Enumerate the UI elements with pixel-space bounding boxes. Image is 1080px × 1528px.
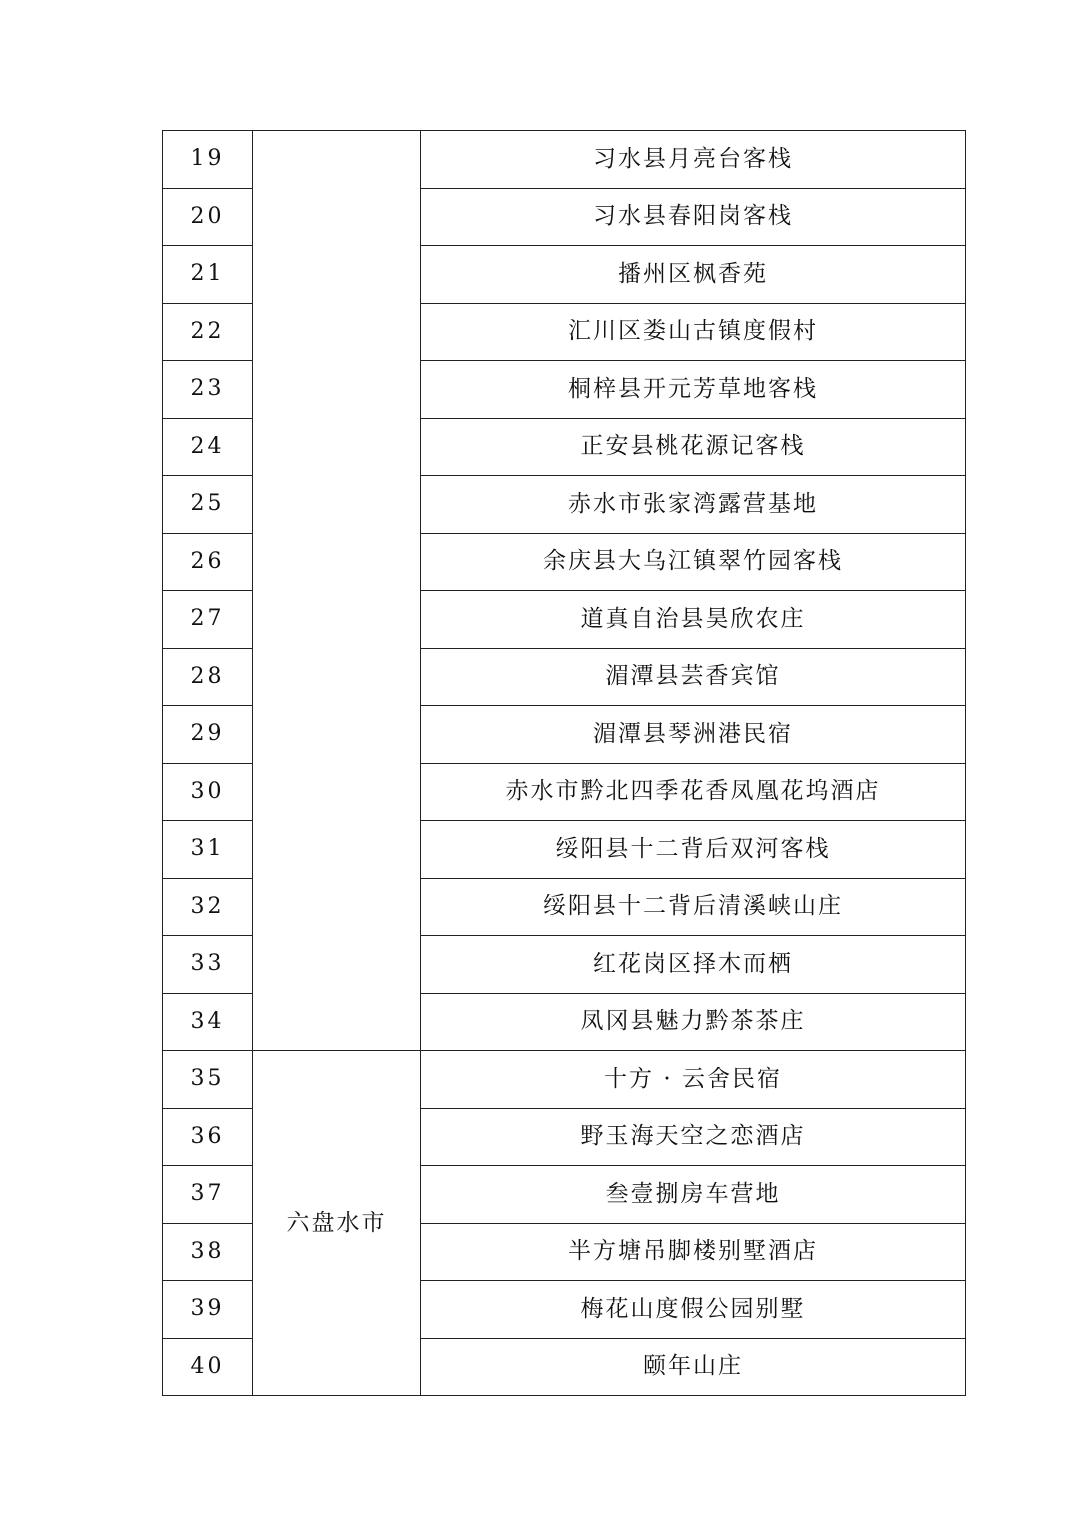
row-number: 20 [163, 188, 253, 246]
venue-name: 赤水市张家湾露营基地 [421, 476, 966, 534]
table-row [163, 131, 966, 189]
table-body [163, 131, 966, 1396]
venue-name: 正安县桃花源记客栈 [421, 418, 966, 476]
row-number: 33 [163, 936, 253, 994]
row-number: 23 [163, 361, 253, 419]
row-number: 21 [163, 246, 253, 304]
region-cell [253, 131, 421, 1051]
venue-name: 湄潭县芸香宾馆 [421, 648, 966, 706]
row-number: 35 [163, 1051, 253, 1109]
venue-name: 播州区枫香苑 [421, 246, 966, 304]
row-number: 22 [163, 303, 253, 361]
table-row [163, 1051, 966, 1109]
venue-name: 赤水市黔北四季花香凤凰花坞酒店 [421, 763, 966, 821]
venue-name: 桐梓县开元芳草地客栈 [421, 361, 966, 419]
row-number: 40 [163, 1338, 253, 1396]
row-number: 37 [163, 1166, 253, 1224]
venue-name: 道真自治县昊欣农庄 [421, 591, 966, 649]
row-number: 24 [163, 418, 253, 476]
row-number: 27 [163, 591, 253, 649]
venue-name: 红花岗区择木而栖 [421, 936, 966, 994]
row-number: 39 [163, 1281, 253, 1339]
row-number: 29 [163, 706, 253, 764]
row-number: 19 [163, 131, 253, 189]
region-cell: 六盘水市 [253, 1051, 421, 1396]
row-number: 30 [163, 763, 253, 821]
row-number: 25 [163, 476, 253, 534]
row-number: 26 [163, 533, 253, 591]
venue-name: 绥阳县十二背后清溪峡山庄 [421, 878, 966, 936]
row-number: 36 [163, 1108, 253, 1166]
venue-name: 汇川区娄山古镇度假村 [421, 303, 966, 361]
venue-name: 余庆县大乌江镇翠竹园客栈 [421, 533, 966, 591]
row-number: 28 [163, 648, 253, 706]
row-number: 31 [163, 821, 253, 879]
venue-name: 颐年山庄 [421, 1338, 966, 1396]
venue-name: 绥阳县十二背后双河客栈 [421, 821, 966, 879]
venue-name: 半方塘吊脚楼别墅酒店 [421, 1223, 966, 1281]
row-number: 34 [163, 993, 253, 1051]
venue-name: 凤冈县魅力黔茶茶庄 [421, 993, 966, 1051]
row-number: 38 [163, 1223, 253, 1281]
listing-table [162, 130, 966, 1396]
venue-name: 十方 · 云舍民宿 [421, 1051, 966, 1109]
row-number: 32 [163, 878, 253, 936]
venue-name: 叁壹捌房车营地 [421, 1166, 966, 1224]
venue-name: 习水县月亮台客栈 [421, 131, 966, 189]
venue-name: 习水县春阳岗客栈 [421, 188, 966, 246]
venue-name: 野玉海天空之恋酒店 [421, 1108, 966, 1166]
venue-name: 湄潭县琴洲港民宿 [421, 706, 966, 764]
venue-name: 梅花山度假公园别墅 [421, 1281, 966, 1339]
